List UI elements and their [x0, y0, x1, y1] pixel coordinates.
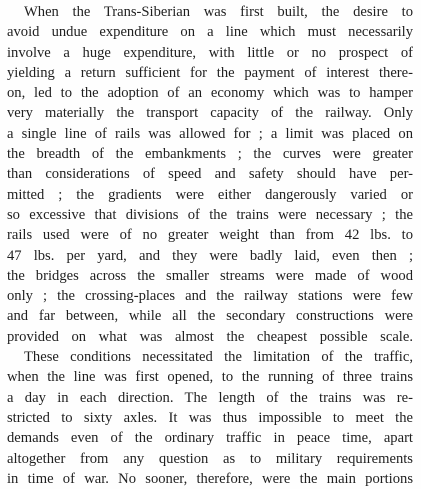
text-line: on, led to the adoption of an economy which was to hamper: [7, 85, 413, 102]
text-line: a day in each direction. The length of the trains was re-: [7, 389, 413, 406]
text-line: stricted to sixty axles. It was thus impossible to meet the: [7, 409, 413, 426]
text-line: 47 lbs. per yard, and they were badly laid, even then ;: [7, 247, 413, 264]
text-line: in time of war. No sooner, therefore, were the main portions: [7, 470, 413, 487]
text-line: avoid undue expenditure on a line which must necessarily: [7, 24, 413, 41]
text-line: than considerations of speed and safety should have per-: [7, 166, 413, 183]
document-page: [7, 2, 413, 489]
text-line: mitted ; the gradients were either dangerously varied or: [7, 186, 413, 203]
paragraph-1: [7, 2, 413, 347]
text-line: rails used were of no greater weight than from 42 lbs. to: [7, 227, 413, 244]
text-line: These conditions necessitated the limitation of the traffic,: [24, 349, 413, 366]
text-line: a single line of rails was allowed for ; a limit was placed on: [7, 125, 413, 142]
text-line: demands even of the ordinary traffic in peace time, apart: [7, 430, 413, 447]
text-line: and far between, while all the secondary constructions were: [7, 308, 413, 325]
text-line: only ; the crossing-places and the railway stations were few: [7, 288, 413, 305]
text-line: yielding a return sufficient for the payment of interest there-: [7, 64, 413, 81]
text-line: the bridges across the smaller streams were made of wood: [7, 267, 413, 284]
text-line: involve a huge expenditure, with little or no prospect of: [7, 44, 413, 61]
text-line: so excessive that divisions of the trains were necessary ; the: [7, 206, 413, 223]
text-line: When the Trans-Siberian was first built, the desire to: [24, 4, 413, 20]
paragraph-2: [7, 347, 413, 489]
text-line: provided on what was almost the cheapest possible scale.: [7, 328, 413, 345]
text-line: altogether from any question as to military requirements: [7, 450, 413, 467]
text-line: the breadth of the embankments ; the curves were greater: [7, 146, 413, 163]
text-line: very materially the transport capacity of the railway. Only: [7, 105, 413, 122]
text-line: when the line was first opened, to the running of three trains: [7, 369, 413, 386]
